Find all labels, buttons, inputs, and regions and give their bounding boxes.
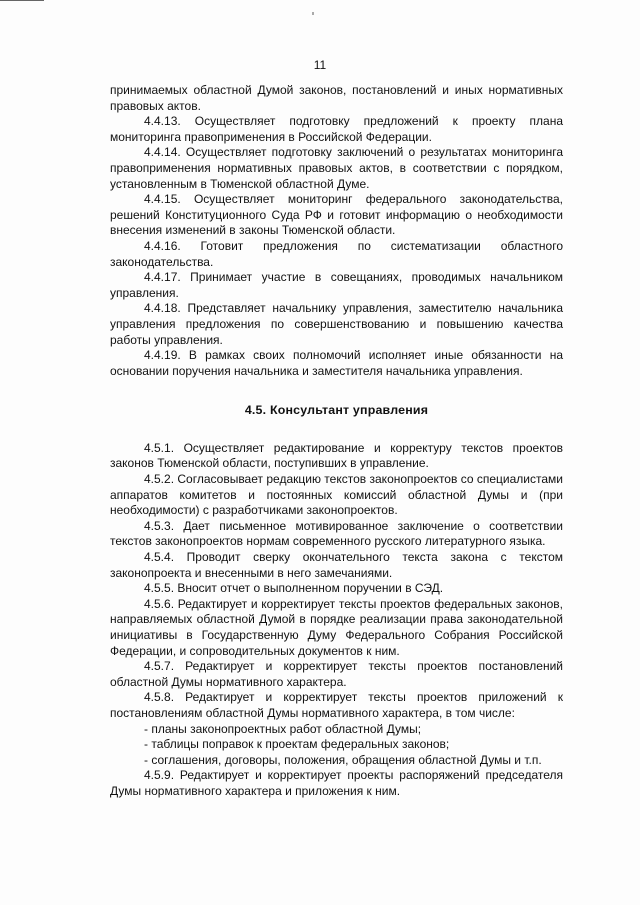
paragraph-4-5-3: 4.5.3. Дает письменное мотивированное заключение о соответствии текстов законопроектов нормам современного русского литературного языка.	[110, 518, 563, 549]
paragraph-4-4-13: 4.4.13. Осуществляет подготовку предложений к проекту плана мониторинга правоприменения в Российской Федерации.	[110, 114, 563, 144]
paragraph-4-5-4: 4.5.4. Проводит сверку окончательного текста закона с текстом законопроекта и внесенными в него замечаниями.	[110, 550, 563, 580]
paragraphs-before-heading	[110, 83, 563, 379]
page-number: 11	[313, 58, 327, 72]
list-item: - соглашения, договоры, положения, обращения областной Думы и т.п.	[144, 752, 542, 767]
paragraph-4-5-7: 4.5.7. Редактирует и корректирует тексты проектов постановлений областной Думы нормативного характера.	[110, 659, 563, 689]
paragraph-4-5-2: 4.5.2. Согласовывает редакцию текстов законопроектов со специалистами аппаратов комитетов и постоянных комиссий областной Думы и (при необходимости) с разработчиками законопроектов.	[110, 472, 563, 518]
paragraph-4-5-8: 4.5.8. Редактирует и корректирует тексты проектов приложений к постановлениям областной Думы нормативного характера, в том числе:	[110, 690, 563, 720]
paragraph-4-5-5: 4.5.5. Вносит отчет о выполненном поручении в СЭД.	[144, 581, 444, 596]
paragraph-4-4-17: 4.4.17. Принимает участие в совещаниях, проводимых начальником управления.	[110, 270, 563, 300]
list-item: - таблицы поправок к проектам федеральных законов;	[144, 737, 450, 752]
section-heading: 4.5. Консультант управления	[244, 403, 429, 418]
paragraph-4-4-18: 4.4.18. Представляет начальнику управления, заместителю начальника управления предложения по совершенствованию и повышению качества работы управления.	[110, 301, 563, 347]
document-body	[110, 83, 563, 800]
list-item: - планы законопроектных работ областной Думы;	[144, 721, 422, 736]
paragraph-4-4-16: 4.4.16. Готовит предложения по систематизации областного законодательства.	[110, 238, 563, 269]
scan-artifact	[0, 0, 44, 1]
paragraph: принимаемых областной Думой законов, постановлений и иных нормативных правовых актов.	[110, 83, 563, 113]
paragraph-4-5-9: 4.5.9. Редактирует и корректирует проекты распоряжений председателя Думы нормативного характера и приложения к ним.	[110, 768, 563, 798]
paragraphs-after-heading	[110, 441, 563, 800]
scan-speck	[312, 12, 314, 15]
paragraph-4-4-14: 4.4.14. Осуществляет подготовку заключений о результатах мониторинга правоприменения нормативных правовых актов, в соответствии с порядком, установленным в Тюменской областной Думе.	[110, 145, 563, 191]
paragraph-4-5-1: 4.5.1. Осуществляет редактирование и корректуру текстов проектов законов Тюменской области, поступивших в управление.	[110, 440, 563, 471]
paragraph-4-5-6: 4.5.6. Редактирует и корректирует тексты проектов федеральных законов, направляемых областной Думой в порядке реализации права законодательной инициативы в Государственную Думу Федерального Собрания Российской Федерации, и сопроводительных документов к ним.	[110, 596, 563, 658]
paragraph-4-4-19: 4.4.19. В рамках своих полномочий исполняет иные обязанности на основании поручения начальника и заместителя начальника управления.	[110, 348, 563, 378]
paragraph-4-4-15: 4.4.15. Осуществляет мониторинг федерального законодательства, решений Конституционного Суда РФ и готовит информацию о необходимости внесения изменений в законы Тюменской области.	[110, 192, 563, 238]
